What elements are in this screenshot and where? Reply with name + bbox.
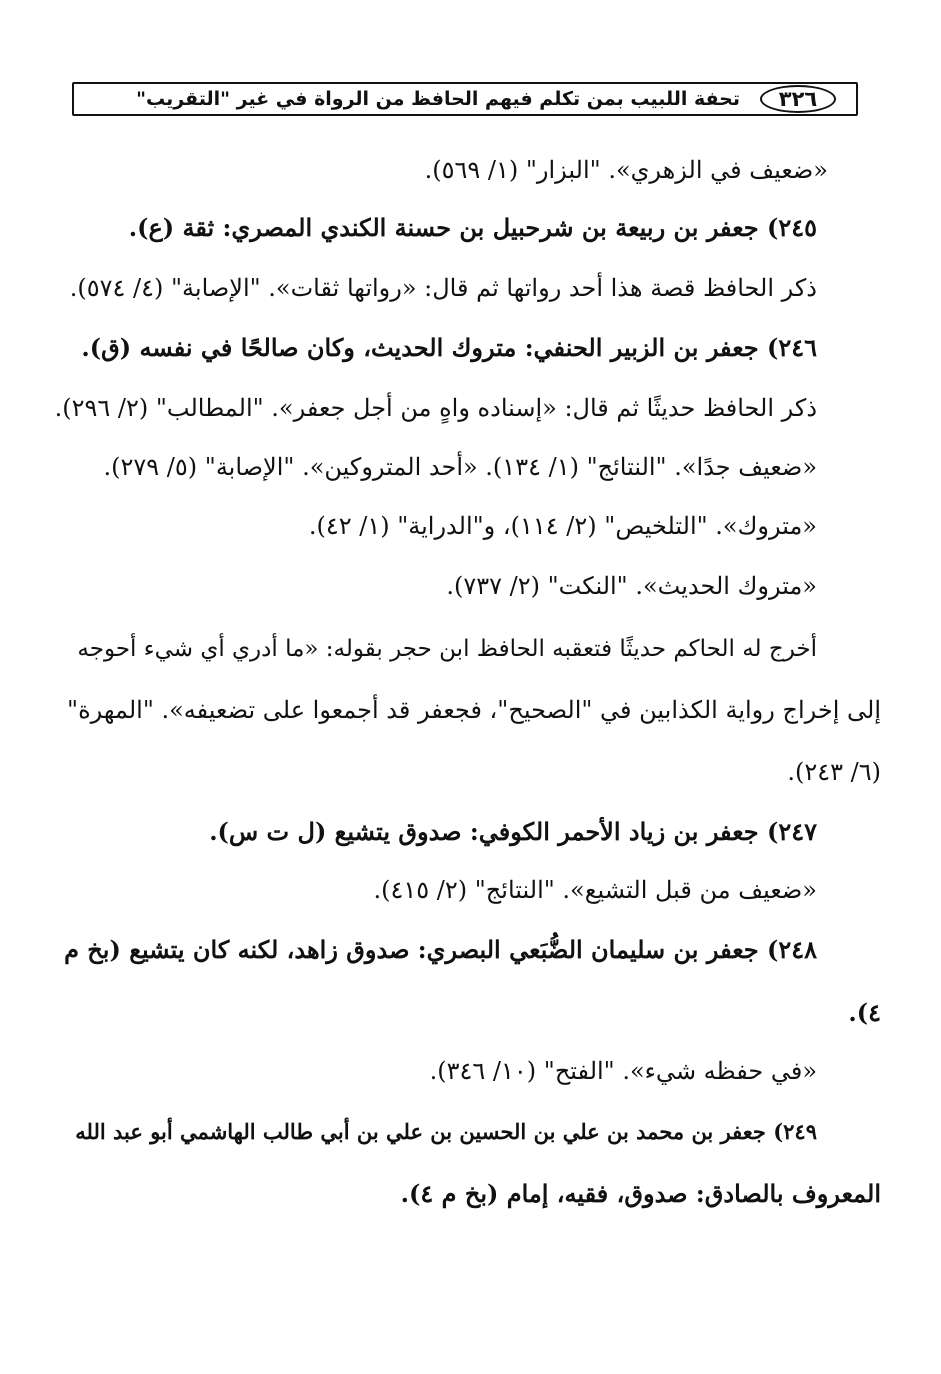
entry-heading: ٢٤٧) جعفر بن زياد الأحمر الكوفي: صدوق يتشيع (ل ت س).: [209, 817, 817, 846]
text-line: ذكر الحافظ حديثًا ثم قال: «إسناده واهٍ من أجل جعفر». "المطالب" (٢/ ٢٩٦).: [54, 394, 817, 422]
text-line: «في حفظه شيء». "الفتح" (١٠/ ٣٤٦).: [429, 1057, 817, 1085]
text-line: «متروك». "التلخيص" (٢/ ١١٤)، و"الدراية" (١/ ٤٢).: [308, 512, 817, 540]
entry-heading: ٢٤٦) جعفر بن الزبير الحنفي: متروك الحديث، وكان صالحًا في نفسه (ق).: [81, 333, 817, 362]
entry-heading-continuation: ٤).: [848, 998, 881, 1027]
text-line: إلى إخراج رواية الكذابين في "الصحيح"، فجعفر قد أجمعوا على تضعيفه». "المهرة": [67, 696, 881, 724]
text-line: ذكر الحافظ قصة هذا أحد رواتها ثم قال: «رواتها ثقات». "الإصابة" (٤/ ٥٧٤).: [69, 274, 817, 302]
text-line: «ضعيف من قبل التشيع». "النتائج" (٢/ ٤١٥).: [373, 876, 817, 904]
text-line: (٦/ ٢٤٣).: [787, 758, 881, 786]
entry-heading: ٢٤٨) جعفر بن سليمان الضُّبَعي البصري: صدوق زاهد، لكنه كان يتشيع (بخ م: [64, 935, 817, 964]
entry-heading-continuation: المعروف بالصادق: صدوق، فقيه، إمام (بخ م ٤).: [400, 1179, 881, 1208]
entry-heading: ٢٤٥) جعفر بن ربيعة بن شرحبيل بن حسنة الكندي المصري: ثقة (ع).: [128, 213, 817, 242]
page-number: ٣٢٦: [760, 85, 836, 113]
text-line: «متروك الحديث». "النكت" (٢/ ٧٣٧).: [446, 572, 817, 600]
entry-heading: ٢٤٩) جعفر بن محمد بن علي بن الحسين بن علي بن أبي طالب الهاشمي أبو عبد الله: [75, 1119, 817, 1144]
text-line: أخرج له الحاكم حديثًا فتعقبه الحافظ ابن حجر بقوله: «ما أدري أي شيء أحوجه: [77, 636, 817, 662]
running-header-title: تحفة اللبيب بمن تكلم فيهم الحافظ من الرواة في غير "التقريب": [136, 88, 740, 110]
text-line: «ضعيف جدًا». "النتائج" (١/ ١٣٤). «أحد المتروكين». "الإصابة" (٥/ ٢٧٩).: [103, 453, 817, 481]
text-line: «ضعيف في الزهري». "البزار" (١/ ٥٦٩).: [424, 156, 828, 184]
